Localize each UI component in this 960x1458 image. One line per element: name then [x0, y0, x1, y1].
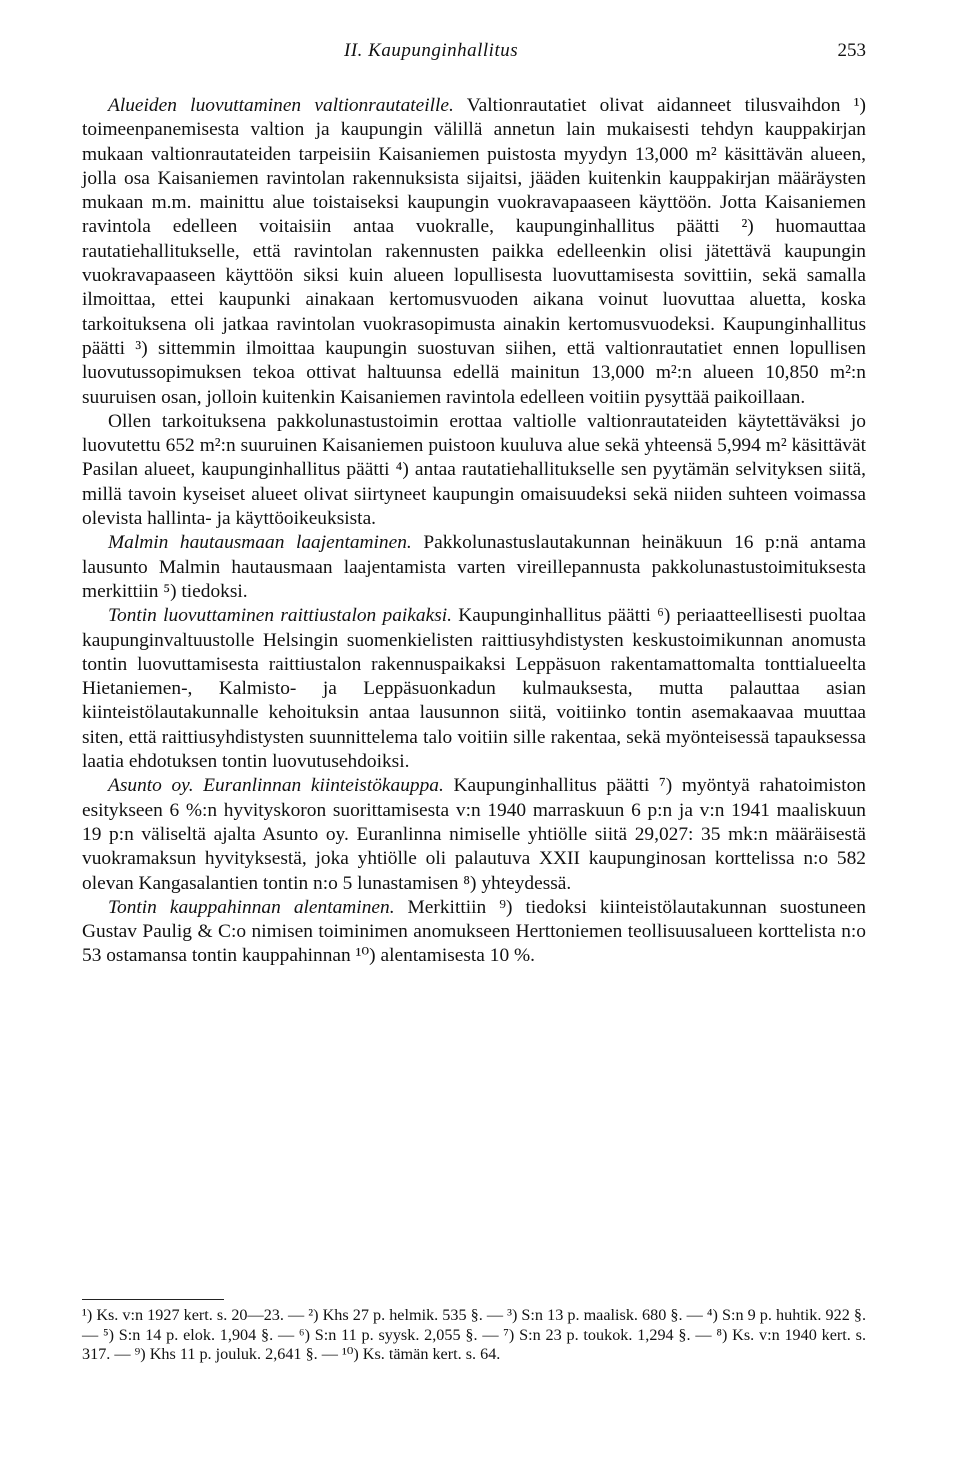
paragraph-malmin-hautausmaa [82, 531, 866, 604]
footnote-divider [82, 1299, 224, 1300]
paragraph-alueiden-luovuttaminen [82, 94, 866, 410]
paragraph-pakkolunastus [82, 410, 866, 531]
paragraph-title: Tontin kauppahinnan alentaminen. [108, 896, 395, 918]
paragraph-euranlinna [82, 774, 866, 895]
paragraph-text: Valtionrautatiet olivat aidanneet tilusvaihdon ¹) toimeenpanemisesta valtion ja kaupungin välillä annetun lain mukaisesti tehdyn kauppakirjan mukaan valtionrautateiden tarpeisiin Kaisaniemen puistosta myydyn 13,000 m² käsittävän alueen, jolla osa Kaisaniemen ravintolan rakennuksista sijaitsi, jääden kuitenkin kauppakirjan määräysten mukaan m.m. mainittu alue toistaiseksi kaupungin vuokravapaaseen käyttöön. Jotta Kaisaniemen ravintola edelleen voitaisiin antaa vuokralle, kaupunginhallitus päätti ²) huomauttaa rautatiehallitukselle, että ravintolan rakennusten paikka edelleenkin olisi jätettävä kaupungin vuokravapaaseen käyttöön siksi kuin alueen lopullisesta luovuttamisesta sovittiin, sekä samalla ilmoittaa, ettei kaupunki ainakaan kertomusvuoden aikana voinut luovuttaa aluetta, koska tarkoituksena oli jatkaa ravintolan vuokrasopimusta ainakin kertomusvuodeksi. Kaupunginhallitus päätti ³) sittemmin ilmoittaa kaupungin suostuvan siihen, että valtionrautatiet ennen lopullisen luovutussopimuksen tekoa ottivat haltuunsa edellä mainitun 13,000 m²:n alueen 10,850 m²:n suuruisen osan, jolloin kuitenkin Kaisaniemen ravintola edelleen voitiin pysyttää paikoillaan. [82, 95, 866, 408]
paragraph-text: Kaupunginhallitus päätti ⁷) myöntyä rahatoimiston esitykseen 6 %:n hyvityskoron suorittamisesta v:n 1940 marraskuun 6 p:n ja v:n 1941 maaliskuun 19 p:n väliseltä ajalta Asunto oy. Euranlinna nimiselle yhtiölle siitä 29,027: 35 mk:n määräisestä vuokramaksun hyvityksestä, joka yhtiölle oli palautuva XXII kaupunginosan korttelissa n:o 582 olevan Kangasalantien tontin n:o 5 lunastamisen ⁸) yhteydessä. [82, 775, 866, 894]
page-header [82, 40, 866, 70]
paragraph-text: Merkittiin ⁹) tiedoksi kiinteistölautakunnan suostuneen Gustav Paulig & C:o nimisen toiminimen anomukseen Herttoniemen teollisuusalueen korttelista n:o 53 ostamansa tontin kauppahinnan ¹⁰) alentamisesta 10 %. [82, 896, 866, 967]
document-page [82, 0, 866, 1458]
footnote-text: ¹) Ks. v:n 1927 kert. s. 20—23. — ²) Khs 27 p. helmik. 535 §. — ³) S:n 13 p. maalisk. 680 §. — ⁴) S:n 9 p. huhtik. 922 §. — ⁵) S:n 14 p. elok. 1,904 §. — ⁶) S:n 11 p. syysk. 2,055 §. — ⁷) S:n 23 p. toukok. 1,294 §. — ⁸) Ks. v:n 1940 kert. s. 317. — ⁹) Khs 11 p. jouluk. 2,641 §. — ¹⁰) Ks. tämän kert. s. 64. [82, 1306, 866, 1364]
footnotes [82, 1306, 866, 1365]
body-text [82, 94, 866, 969]
paragraph-title: Alueiden luovuttaminen valtionrautateille. [108, 95, 454, 116]
paragraph-title: Malmin hautausmaan laajentaminen. [108, 532, 412, 554]
paragraph-text: Kaupunginhallitus päätti ⁶) periaatteellisesti puoltaa kaupunginvaltuustolle Helsingin suomenkielisten raittiusyhdistysten keskustoimikunnan anomusta tontin luovuttamisesta raittiustalon rakennuspaikaksi Leppäsuon rakentamattomalta tonttialueelta Hietaniemen-, Kalmisto- ja Leppäsuonkadun kulmauksesta, mutta palauttaa asian kiinteistölautakunnalle kehoituksin antaa lausunnon siitä, voitiinko tontin asemakaavaa muuttaa siten, että raittiusyhdistysten suunnittelema talo voitiin sille rakentaa, sekä myönteisessä tapauksessa laatia ehdotuksen tontin luovutusehdoiksi. [82, 605, 866, 773]
paragraph-title: Asunto oy. Euranlinnan kiinteistökauppa. [108, 775, 444, 797]
running-title: II. Kaupunginhallitus [344, 40, 519, 61]
page-number: 253 [837, 40, 866, 61]
paragraph-text: Ollen tarkoituksena pakkolunastustoimin erottaa valtiolle valtionrautateiden käytettäväksi jo luovutettu 652 m²:n suuruinen Kaisaniemen puistoon kuuluva alue sekä yhteensä 5,994 m² käsittävät Pasilan alueet, kaupunginhallitus päätti ⁴) antaa rautatiehallitukselle sen pyytämän selvityksen siitä, millä tavoin kyseiset alueet olivat siirtyneet kaupungin omaisuudeksi sekä niiden suhteen voimassa olevista hallinta- ja käyttöoikeuksista. [82, 410, 866, 530]
paragraph-raittiustalo [82, 604, 866, 774]
paragraph-text: Pakkolunastuslautakunnan heinäkuun 16 p:nä antama lausunto Malmin hautausmaan laajentamista varten vireillepannusta pakkolunastustoimituksesta merkittiin ⁵) tiedoksi. [82, 532, 866, 602]
paragraph-kauppahinta [82, 896, 866, 969]
paragraph-title: Tontin luovuttaminen raittiustalon paikaksi. [108, 605, 452, 627]
